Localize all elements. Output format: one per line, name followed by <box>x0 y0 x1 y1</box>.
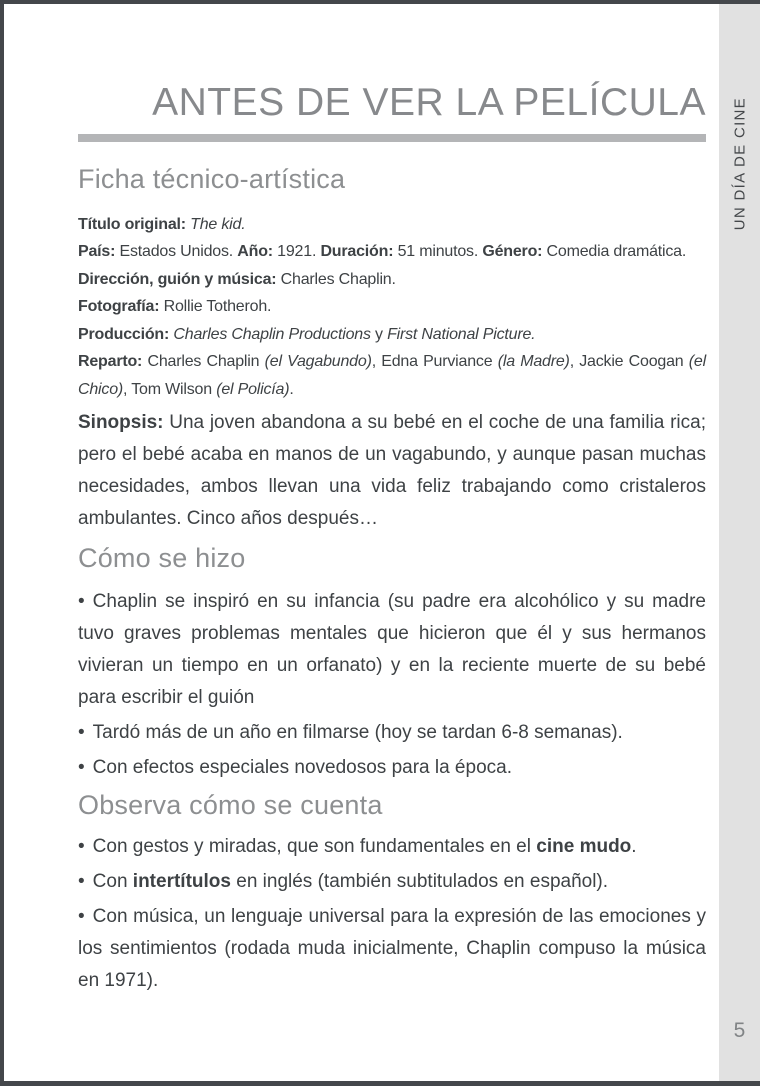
bullet-item <box>78 901 706 997</box>
sidebar-vertical-label: UN DÍA DE CINE <box>731 97 748 231</box>
bullet-icon: • <box>78 722 85 744</box>
bullet-item <box>78 866 706 898</box>
bullet-text: Con efectos especiales novedosos para la época. <box>92 757 512 779</box>
bullet-icon: • <box>78 836 85 858</box>
section-heading-observa: Observa cómo se cuenta <box>78 790 383 821</box>
ficha-row-pais-ano-duracion-genero: País: Estados Unidos. Año: 1921. Duración: 51 minutos. Género: Comedia dramática. <box>78 243 687 261</box>
page-title: ANTES DE VER LA PELÍCULA <box>152 81 706 124</box>
bullet-item <box>78 752 706 784</box>
page-border-left <box>0 0 4 1086</box>
page-number: 5 <box>733 1019 746 1042</box>
ficha-row-titulo-original: Título original: The kid. <box>78 215 246 233</box>
bullet-item <box>78 717 706 749</box>
right-margin-strip <box>719 4 760 1081</box>
bullet-icon: • <box>78 591 85 613</box>
bullet-text: Con música, un lenguaje universal para la expresión de las emociones y los sentimientos (rodada muda inicialmente, Chaplin compuso la música en 1971). <box>78 906 706 992</box>
ficha-row-reparto: Reparto: Charles Chaplin (el Vagabundo), Edna Purviance (la Madre), Jackie Coogan (el Chico), Tom Wilson (el Policía). <box>78 353 706 398</box>
ficha-row-direccion: Dirección, guión y música: Charles Chaplin. <box>78 270 396 288</box>
bullet-text: Chaplin se inspiró en su infancia (su padre era alcohólico y su madre tuvo graves problemas mentales que hicieron que él y sus hermanos vivieran un tiempo en un orfanato) y en la reciente muerte de su bebé para escribir el guión <box>78 591 706 709</box>
section-heading-como-se-hizo: Cómo se hizo <box>78 543 246 574</box>
bullet-icon: • <box>78 871 85 893</box>
bullet-text: Tardó más de un año en filmarse (hoy se tardan 6-8 semanas). <box>92 722 623 744</box>
page-border-bottom <box>0 1081 760 1086</box>
section-heading-ficha: Ficha técnico-artística <box>78 163 346 194</box>
bullet-item <box>78 586 706 714</box>
bullet-item <box>78 831 706 863</box>
title-rule <box>78 134 706 142</box>
bullet-icon: • <box>78 906 85 928</box>
bullet-icon: • <box>78 757 85 779</box>
ficha-row-produccion: Producción: Charles Chaplin Productions y First National Picture. <box>78 325 536 343</box>
ficha-row-fotografia: Fotografía: Rollie Totheroh. <box>78 298 272 316</box>
ficha-block <box>78 211 706 404</box>
bullet-text: Con intertítulos en inglés (también subtitulados en español). <box>92 871 609 893</box>
bullet-text: Con gestos y miradas, que son fundamentales en el cine mudo. <box>92 836 637 858</box>
sinopsis-paragraph: Sinopsis: Una joven abandona a su bebé en el coche de una familia rica; pero el bebé acaba en manos de un vagabundo, y aunque pasan muchas necesidades, ambos llevan una vida feliz trabajando como cristaleros ambulantes. Cinco años después… <box>78 412 706 530</box>
page-content <box>78 0 706 997</box>
